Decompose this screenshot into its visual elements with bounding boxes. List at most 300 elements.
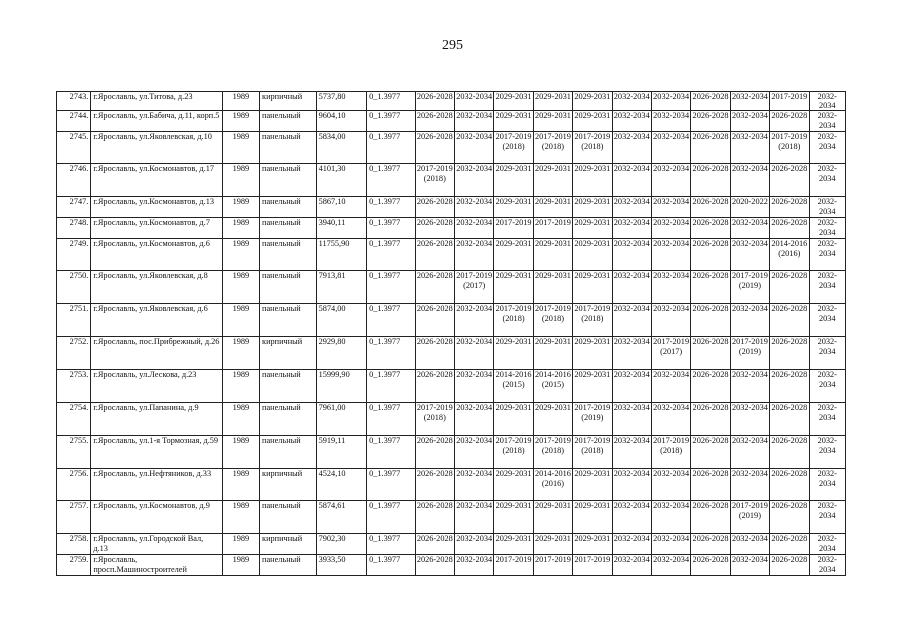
period-cell: 2026-2028 bbox=[770, 271, 809, 304]
period-cell: 2032-2034 bbox=[612, 132, 651, 164]
area-cell: 5867,10 bbox=[316, 197, 367, 218]
code-cell: 0_1.3977 bbox=[367, 370, 415, 403]
period-cell: 2032-2034 bbox=[809, 337, 846, 370]
code-cell: 0_1.3977 bbox=[367, 197, 415, 218]
material-cell: кирпичный bbox=[260, 92, 317, 111]
period-cell: 2017-2019 (2018) bbox=[770, 132, 809, 164]
period-cell: 2029-2031 bbox=[573, 370, 612, 403]
period-cell: 2032-2034 bbox=[809, 218, 846, 239]
period-cell: 2026-2028 bbox=[770, 534, 809, 555]
period-cell: 2026-2028 bbox=[770, 501, 809, 534]
period-cell: 2032-2034 bbox=[651, 164, 690, 197]
row-number: 2744. bbox=[57, 111, 91, 132]
period-cell: 2026-2028 bbox=[415, 534, 454, 555]
period-cell: 2029-2031 bbox=[494, 534, 533, 555]
material-cell: панельный bbox=[260, 501, 317, 534]
code-cell: 0_1.3977 bbox=[367, 164, 415, 197]
period-cell: 2026-2028 bbox=[770, 469, 809, 501]
period-cell: 2026-2028 bbox=[415, 555, 454, 576]
year-cell: 1989 bbox=[222, 337, 259, 370]
period-cell: 2032-2034 bbox=[454, 436, 493, 469]
period-cell: 2029-2031 bbox=[533, 111, 572, 132]
year-cell: 1989 bbox=[222, 111, 259, 132]
address-cell: г.Ярославль, ул.Космонавтов, д.6 bbox=[91, 239, 222, 271]
row-number: 2751. bbox=[57, 304, 91, 337]
year-cell: 1989 bbox=[222, 197, 259, 218]
period-cell: 2026-2028 bbox=[415, 132, 454, 164]
period-cell: 2032-2034 bbox=[454, 92, 493, 111]
code-cell: 0_1.3977 bbox=[367, 239, 415, 271]
period-cell: 2014-2016 (2016) bbox=[533, 469, 572, 501]
period-cell: 2029-2031 bbox=[494, 239, 533, 271]
period-cell: 2032-2034 bbox=[730, 403, 769, 436]
code-cell: 0_1.3977 bbox=[367, 469, 415, 501]
period-cell: 2032-2034 bbox=[651, 403, 690, 436]
material-cell: панельный bbox=[260, 132, 317, 164]
address-cell: г.Ярославль, пос.Прибрежный, д.26 bbox=[91, 337, 222, 370]
period-cell: 2032-2034 bbox=[730, 534, 769, 555]
row-number: 2757. bbox=[57, 501, 91, 534]
period-cell: 2032-2034 bbox=[454, 403, 493, 436]
area-cell: 5834,00 bbox=[316, 132, 367, 164]
period-cell: 2032-2034 bbox=[612, 92, 651, 111]
period-cell: 2032-2034 bbox=[730, 469, 769, 501]
area-cell: 5874,00 bbox=[316, 304, 367, 337]
material-cell: панельный bbox=[260, 218, 317, 239]
period-cell: 2026-2028 bbox=[415, 304, 454, 337]
period-cell: 2032-2034 bbox=[454, 197, 493, 218]
period-cell: 2032-2034 bbox=[612, 501, 651, 534]
period-cell: 2032-2034 bbox=[651, 92, 690, 111]
code-cell: 0_1.3977 bbox=[367, 501, 415, 534]
year-cell: 1989 bbox=[222, 555, 259, 576]
row-number: 2758. bbox=[57, 534, 91, 555]
code-cell: 0_1.3977 bbox=[367, 304, 415, 337]
period-cell: 2026-2028 bbox=[691, 403, 730, 436]
address-cell: г.Ярославль, ул.Городской Вал, д.13 bbox=[91, 534, 222, 555]
period-cell: 2026-2028 bbox=[770, 218, 809, 239]
period-cell: 2032-2034 bbox=[730, 370, 769, 403]
period-cell: 2032-2034 bbox=[809, 111, 846, 132]
period-cell: 2029-2031 bbox=[573, 239, 612, 271]
period-cell: 2032-2034 bbox=[454, 337, 493, 370]
period-cell: 2032-2034 bbox=[612, 239, 651, 271]
period-cell: 2026-2028 bbox=[770, 337, 809, 370]
code-cell: 0_1.3977 bbox=[367, 111, 415, 132]
period-cell: 2026-2028 bbox=[691, 111, 730, 132]
table-row bbox=[57, 534, 846, 555]
housing-schedule-table bbox=[56, 91, 846, 576]
period-cell: 2026-2028 bbox=[415, 271, 454, 304]
material-cell: кирпичный bbox=[260, 534, 317, 555]
year-cell: 1989 bbox=[222, 92, 259, 111]
year-cell: 1989 bbox=[222, 370, 259, 403]
period-cell: 2026-2028 bbox=[770, 370, 809, 403]
period-cell: 2032-2034 bbox=[730, 555, 769, 576]
table-row bbox=[57, 132, 846, 164]
area-cell: 9604,10 bbox=[316, 111, 367, 132]
period-cell: 2032-2034 bbox=[651, 132, 690, 164]
period-cell: 2032-2034 bbox=[809, 555, 846, 576]
row-number: 2748. bbox=[57, 218, 91, 239]
period-cell: 2032-2034 bbox=[454, 501, 493, 534]
period-cell: 2026-2028 bbox=[770, 197, 809, 218]
address-cell: г.Ярославль, ул.Космонавтов, д.9 bbox=[91, 501, 222, 534]
period-cell: 2029-2031 bbox=[573, 111, 612, 132]
period-cell: 2032-2034 bbox=[730, 218, 769, 239]
period-cell: 2032-2034 bbox=[651, 555, 690, 576]
period-cell: 2032-2034 bbox=[809, 92, 846, 111]
year-cell: 1989 bbox=[222, 218, 259, 239]
table-row bbox=[57, 436, 846, 469]
table-row bbox=[57, 92, 846, 111]
period-cell: 2026-2028 bbox=[415, 111, 454, 132]
material-cell: панельный bbox=[260, 271, 317, 304]
area-cell: 5737,80 bbox=[316, 92, 367, 111]
period-cell: 2032-2034 bbox=[612, 436, 651, 469]
period-cell: 2029-2031 bbox=[494, 164, 533, 197]
period-cell: 2026-2028 bbox=[770, 555, 809, 576]
period-cell: 2032-2034 bbox=[809, 132, 846, 164]
period-cell: 2014-2016 (2015) bbox=[494, 370, 533, 403]
period-cell: 2017-2019 (2018) bbox=[494, 436, 533, 469]
period-cell: 2032-2034 bbox=[454, 164, 493, 197]
period-cell: 2032-2034 bbox=[651, 239, 690, 271]
period-cell: 2032-2034 bbox=[612, 555, 651, 576]
address-cell: г.Ярославль, ул.Космонавтов, д.7 bbox=[91, 218, 222, 239]
period-cell: 2029-2031 bbox=[573, 218, 612, 239]
period-cell: 2032-2034 bbox=[454, 304, 493, 337]
period-cell: 2029-2031 bbox=[494, 337, 533, 370]
period-cell: 2026-2028 bbox=[691, 337, 730, 370]
area-cell: 7961,00 bbox=[316, 403, 367, 436]
period-cell: 2032-2034 bbox=[809, 164, 846, 197]
code-cell: 0_1.3977 bbox=[367, 337, 415, 370]
period-cell: 2032-2034 bbox=[612, 271, 651, 304]
code-cell: 0_1.3977 bbox=[367, 92, 415, 111]
period-cell: 2032-2034 bbox=[612, 403, 651, 436]
address-cell: г.Ярославль, ул.Титова, д.23 bbox=[91, 92, 222, 111]
period-cell: 2032-2034 bbox=[809, 403, 846, 436]
period-cell: 2032-2034 bbox=[454, 469, 493, 501]
period-cell: 2029-2031 bbox=[494, 197, 533, 218]
period-cell: 2026-2028 bbox=[691, 534, 730, 555]
period-cell: 2017-2019 (2018) bbox=[651, 436, 690, 469]
row-number: 2746. bbox=[57, 164, 91, 197]
period-cell: 2017-2019 (2018) bbox=[415, 164, 454, 197]
period-cell: 2032-2034 bbox=[651, 534, 690, 555]
material-cell: панельный bbox=[260, 555, 317, 576]
period-cell: 2032-2034 bbox=[651, 501, 690, 534]
period-cell: 2017-2019 (2018) bbox=[415, 403, 454, 436]
row-number: 2745. bbox=[57, 132, 91, 164]
period-cell: 2029-2031 bbox=[494, 92, 533, 111]
year-cell: 1989 bbox=[222, 436, 259, 469]
period-cell: 2032-2034 bbox=[809, 436, 846, 469]
table-row bbox=[57, 197, 846, 218]
year-cell: 1989 bbox=[222, 132, 259, 164]
period-cell: 2026-2028 bbox=[415, 92, 454, 111]
period-cell: 2026-2028 bbox=[691, 436, 730, 469]
year-cell: 1989 bbox=[222, 164, 259, 197]
period-cell: 2032-2034 bbox=[809, 239, 846, 271]
row-number: 2752. bbox=[57, 337, 91, 370]
period-cell: 2029-2031 bbox=[573, 469, 612, 501]
period-cell: 2029-2031 bbox=[533, 271, 572, 304]
period-cell: 2026-2028 bbox=[415, 239, 454, 271]
address-cell: г.Ярославль, ул.Папанина, д.9 bbox=[91, 403, 222, 436]
row-number: 2755. bbox=[57, 436, 91, 469]
period-cell: 2017-2019 (2019) bbox=[730, 337, 769, 370]
period-cell: 2026-2028 bbox=[415, 337, 454, 370]
period-cell: 2017-2019 (2019) bbox=[730, 501, 769, 534]
area-cell: 3940,11 bbox=[316, 218, 367, 239]
period-cell: 2017-2019 (2018) bbox=[573, 132, 612, 164]
period-cell: 2029-2031 bbox=[533, 337, 572, 370]
year-cell: 1989 bbox=[222, 534, 259, 555]
period-cell: 2029-2031 bbox=[533, 501, 572, 534]
year-cell: 1989 bbox=[222, 304, 259, 337]
row-number: 2747. bbox=[57, 197, 91, 218]
period-cell: 2032-2034 bbox=[651, 197, 690, 218]
period-cell: 2017-2019 (2017) bbox=[651, 337, 690, 370]
address-cell: г.Ярославль, ул.Космонавтов, д.13 bbox=[91, 197, 222, 218]
period-cell: 2032-2034 bbox=[809, 271, 846, 304]
period-cell: 2029-2031 bbox=[573, 534, 612, 555]
period-cell: 2026-2028 bbox=[691, 370, 730, 403]
table-row bbox=[57, 403, 846, 436]
period-cell: 2017-2019 bbox=[573, 555, 612, 576]
row-number: 2750. bbox=[57, 271, 91, 304]
material-cell: панельный bbox=[260, 197, 317, 218]
material-cell: панельный bbox=[260, 111, 317, 132]
period-cell: 2029-2031 bbox=[573, 92, 612, 111]
period-cell: 2017-2019 (2018) bbox=[494, 304, 533, 337]
period-cell: 2032-2034 bbox=[651, 111, 690, 132]
period-cell: 2029-2031 bbox=[573, 164, 612, 197]
period-cell: 2032-2034 bbox=[651, 469, 690, 501]
period-cell: 2032-2034 bbox=[651, 304, 690, 337]
year-cell: 1989 bbox=[222, 271, 259, 304]
period-cell: 2029-2031 bbox=[494, 469, 533, 501]
period-cell: 2017-2019 (2018) bbox=[573, 304, 612, 337]
area-cell: 4524,10 bbox=[316, 469, 367, 501]
period-cell: 2017-2019 bbox=[494, 555, 533, 576]
period-cell: 2032-2034 bbox=[809, 370, 846, 403]
year-cell: 1989 bbox=[222, 239, 259, 271]
material-cell: панельный bbox=[260, 370, 317, 403]
address-cell: г.Ярославль, ул.Яковлевская, д.8 bbox=[91, 271, 222, 304]
address-cell: г.Ярославль, ул.Нефтяников, д.33 bbox=[91, 469, 222, 501]
row-number: 2759. bbox=[57, 555, 91, 576]
material-cell: панельный bbox=[260, 403, 317, 436]
code-cell: 0_1.3977 bbox=[367, 555, 415, 576]
area-cell: 5874,61 bbox=[316, 501, 367, 534]
period-cell: 2032-2034 bbox=[730, 92, 769, 111]
period-cell: 2026-2028 bbox=[691, 239, 730, 271]
period-cell: 2029-2031 bbox=[533, 92, 572, 111]
period-cell: 2017-2019 (2019) bbox=[730, 271, 769, 304]
period-cell: 2020-2022 bbox=[730, 197, 769, 218]
period-cell: 2032-2034 bbox=[651, 271, 690, 304]
year-cell: 1989 bbox=[222, 403, 259, 436]
period-cell: 2026-2028 bbox=[415, 469, 454, 501]
code-cell: 0_1.3977 bbox=[367, 132, 415, 164]
row-number: 2754. bbox=[57, 403, 91, 436]
period-cell: 2032-2034 bbox=[730, 239, 769, 271]
period-cell: 2032-2034 bbox=[651, 218, 690, 239]
period-cell: 2026-2028 bbox=[770, 403, 809, 436]
row-number: 2743. bbox=[57, 92, 91, 111]
period-cell: 2029-2031 bbox=[494, 501, 533, 534]
period-cell: 2029-2031 bbox=[573, 501, 612, 534]
period-cell: 2032-2034 bbox=[651, 370, 690, 403]
period-cell: 2032-2034 bbox=[612, 337, 651, 370]
period-cell: 2029-2031 bbox=[494, 403, 533, 436]
period-cell: 2029-2031 bbox=[533, 197, 572, 218]
period-cell: 2017-2019 (2019) bbox=[573, 403, 612, 436]
period-cell: 2029-2031 bbox=[494, 271, 533, 304]
table-row bbox=[57, 469, 846, 501]
period-cell: 2017-2019 bbox=[533, 218, 572, 239]
period-cell: 2032-2034 bbox=[454, 132, 493, 164]
period-cell: 2032-2034 bbox=[612, 197, 651, 218]
period-cell: 2032-2034 bbox=[612, 304, 651, 337]
period-cell: 2029-2031 bbox=[573, 271, 612, 304]
material-cell: кирпичный bbox=[260, 469, 317, 501]
address-cell: г.Ярославль, ул.Яковлевская, д.10 bbox=[91, 132, 222, 164]
period-cell: 2032-2034 bbox=[612, 370, 651, 403]
period-cell: 2017-2019 bbox=[770, 92, 809, 111]
year-cell: 1989 bbox=[222, 501, 259, 534]
area-cell: 7913,81 bbox=[316, 271, 367, 304]
material-cell: кирпичный bbox=[260, 337, 317, 370]
table-row bbox=[57, 370, 846, 403]
period-cell: 2032-2034 bbox=[454, 534, 493, 555]
period-cell: 2032-2034 bbox=[809, 501, 846, 534]
period-cell: 2029-2031 bbox=[533, 534, 572, 555]
period-cell: 2029-2031 bbox=[533, 403, 572, 436]
address-cell: г.Ярославль, просп.Машиностроителей bbox=[91, 555, 222, 576]
period-cell: 2032-2034 bbox=[612, 534, 651, 555]
period-cell: 2032-2034 bbox=[809, 304, 846, 337]
period-cell: 2032-2034 bbox=[612, 111, 651, 132]
material-cell: панельный bbox=[260, 164, 317, 197]
period-cell: 2026-2028 bbox=[415, 218, 454, 239]
period-cell: 2032-2034 bbox=[730, 164, 769, 197]
period-cell: 2017-2019 (2018) bbox=[533, 304, 572, 337]
period-cell: 2032-2034 bbox=[730, 132, 769, 164]
period-cell: 2026-2028 bbox=[770, 164, 809, 197]
period-cell: 2026-2028 bbox=[770, 111, 809, 132]
period-cell: 2026-2028 bbox=[415, 197, 454, 218]
table-row bbox=[57, 271, 846, 304]
period-cell: 2017-2019 (2018) bbox=[573, 436, 612, 469]
period-cell: 2026-2028 bbox=[691, 469, 730, 501]
period-cell: 2029-2031 bbox=[573, 337, 612, 370]
table-row bbox=[57, 304, 846, 337]
table-row bbox=[57, 555, 846, 576]
period-cell: 2029-2031 bbox=[533, 239, 572, 271]
material-cell: панельный bbox=[260, 436, 317, 469]
table-row bbox=[57, 164, 846, 197]
period-cell: 2026-2028 bbox=[415, 436, 454, 469]
table-row bbox=[57, 337, 846, 370]
period-cell: 2032-2034 bbox=[809, 197, 846, 218]
period-cell: 2026-2028 bbox=[691, 555, 730, 576]
period-cell: 2032-2034 bbox=[730, 111, 769, 132]
address-cell: г.Ярославль, ул.Яковлевская, д.6 bbox=[91, 304, 222, 337]
period-cell: 2032-2034 bbox=[454, 239, 493, 271]
year-cell: 1989 bbox=[222, 469, 259, 501]
area-cell: 15999,90 bbox=[316, 370, 367, 403]
table-row bbox=[57, 239, 846, 271]
period-cell: 2032-2034 bbox=[454, 111, 493, 132]
code-cell: 0_1.3977 bbox=[367, 403, 415, 436]
period-cell: 2017-2019 bbox=[494, 218, 533, 239]
period-cell: 2029-2031 bbox=[494, 111, 533, 132]
period-cell: 2026-2028 bbox=[691, 218, 730, 239]
code-cell: 0_1.3977 bbox=[367, 436, 415, 469]
period-cell: 2026-2028 bbox=[415, 501, 454, 534]
period-cell: 2026-2028 bbox=[691, 304, 730, 337]
period-cell: 2026-2028 bbox=[691, 501, 730, 534]
table-row bbox=[57, 501, 846, 534]
period-cell: 2017-2019 (2018) bbox=[494, 132, 533, 164]
period-cell: 2026-2028 bbox=[691, 92, 730, 111]
period-cell: 2017-2019 (2018) bbox=[533, 132, 572, 164]
address-cell: г.Ярославль, ул.Космонавтов, д.17 bbox=[91, 164, 222, 197]
table-row bbox=[57, 218, 846, 239]
table-row bbox=[57, 111, 846, 132]
code-cell: 0_1.3977 bbox=[367, 218, 415, 239]
period-cell: 2032-2034 bbox=[809, 534, 846, 555]
area-cell: 3933,50 bbox=[316, 555, 367, 576]
area-cell: 11755,90 bbox=[316, 239, 367, 271]
period-cell: 2032-2034 bbox=[612, 164, 651, 197]
period-cell: 2026-2028 bbox=[770, 304, 809, 337]
period-cell: 2026-2028 bbox=[415, 370, 454, 403]
period-cell: 2014-2016 (2016) bbox=[770, 239, 809, 271]
area-cell: 2929,80 bbox=[316, 337, 367, 370]
period-cell: 2026-2028 bbox=[691, 164, 730, 197]
address-cell: г.Ярославль, ул.1-я Тормозная, д.59 bbox=[91, 436, 222, 469]
period-cell: 2032-2034 bbox=[612, 218, 651, 239]
period-cell: 2017-2019 bbox=[533, 555, 572, 576]
period-cell: 2032-2034 bbox=[730, 304, 769, 337]
period-cell: 2017-2019 (2017) bbox=[454, 271, 493, 304]
period-cell: 2026-2028 bbox=[691, 271, 730, 304]
period-cell: 2029-2031 bbox=[533, 164, 572, 197]
code-cell: 0_1.3977 bbox=[367, 271, 415, 304]
period-cell: 2026-2028 bbox=[691, 132, 730, 164]
row-number: 2749. bbox=[57, 239, 91, 271]
area-cell: 7902,30 bbox=[316, 534, 367, 555]
address-cell: г.Ярославль, ул.Бабича, д.11, корп.5 bbox=[91, 111, 222, 132]
period-cell: 2032-2034 bbox=[809, 469, 846, 501]
period-cell: 2026-2028 bbox=[770, 436, 809, 469]
page-number: 295 bbox=[442, 38, 463, 53]
period-cell: 2032-2034 bbox=[454, 370, 493, 403]
period-cell: 2029-2031 bbox=[573, 197, 612, 218]
period-cell: 2032-2034 bbox=[730, 436, 769, 469]
code-cell: 0_1.3977 bbox=[367, 534, 415, 555]
row-number: 2753. bbox=[57, 370, 91, 403]
period-cell: 2026-2028 bbox=[691, 197, 730, 218]
row-number: 2756. bbox=[57, 469, 91, 501]
area-cell: 5919,11 bbox=[316, 436, 367, 469]
material-cell: панельный bbox=[260, 304, 317, 337]
